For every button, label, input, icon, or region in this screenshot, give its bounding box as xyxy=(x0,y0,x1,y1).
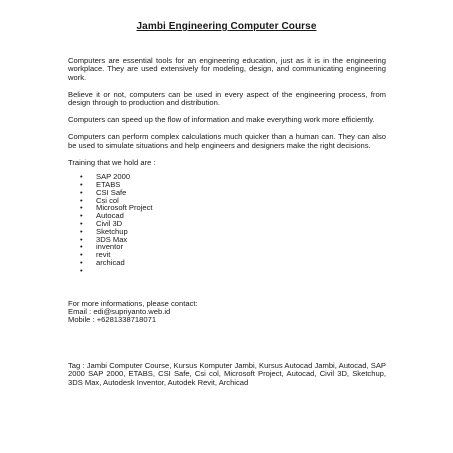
training-item: • revit xyxy=(80,251,386,259)
paragraph-efficiency: Computers can speed up the flow of information and make everything work more efficiently. xyxy=(68,115,375,125)
training-item: • inventor xyxy=(80,243,386,251)
training-item: • SAP 2000 xyxy=(80,173,386,181)
training-item: • Csi col xyxy=(80,197,386,205)
training-item: • Civil 3D xyxy=(80,220,386,228)
training-item: • Microsoft Project xyxy=(80,204,386,212)
document-title: Jambi Engineering Computer Course xyxy=(136,21,317,32)
training-intro: Training that we hold are : xyxy=(68,157,156,167)
training-item: • ETABS xyxy=(80,181,386,189)
training-item: • 3DS Max xyxy=(80,236,386,244)
training-item: • Sketchup xyxy=(80,228,386,236)
paragraph-intro: Computers are essential tools for an engineering education, just as it is in the engineering workplace. They are used extensively for modeling, design, and communicating engineering work. xyxy=(68,56,386,82)
training-item: • CSI Safe xyxy=(80,189,386,197)
training-item: • archicad xyxy=(80,259,386,267)
paragraph-calculations: Computers can perform complex calculations much quicker than a human can. They can also be used to simulate situations and help engineers and designers make the right decisions. xyxy=(68,132,386,150)
training-item-empty xyxy=(80,267,386,275)
training-item: • Autocad xyxy=(80,212,386,220)
tags-paragraph: Tag : Jambi Computer Course, Kursus Komputer Jambi, Kursus Autocad Jambi, Autocad, SAP 2000 SAP 2000, ETABS, CSI Safe, Csi col, Microsoft Project, Autocad, Civil 3D, Sketchup, 3DS Max, Autodesk Inventor, Autodek Revit, Archicad xyxy=(68,360,386,387)
contact-block xyxy=(68,300,386,325)
contact-email: Email : edi@supriyanto.web.id xyxy=(68,306,171,316)
contact-heading: For more informations, please contact: xyxy=(68,298,198,308)
paragraph-usage: Believe it or not, computers can be used in every aspect of the engineering process, from design through to production and distribution. xyxy=(68,89,386,108)
contact-mobile: Mobile : +6281338718071 xyxy=(68,315,157,325)
training-list xyxy=(68,173,386,274)
document-body xyxy=(68,57,386,395)
